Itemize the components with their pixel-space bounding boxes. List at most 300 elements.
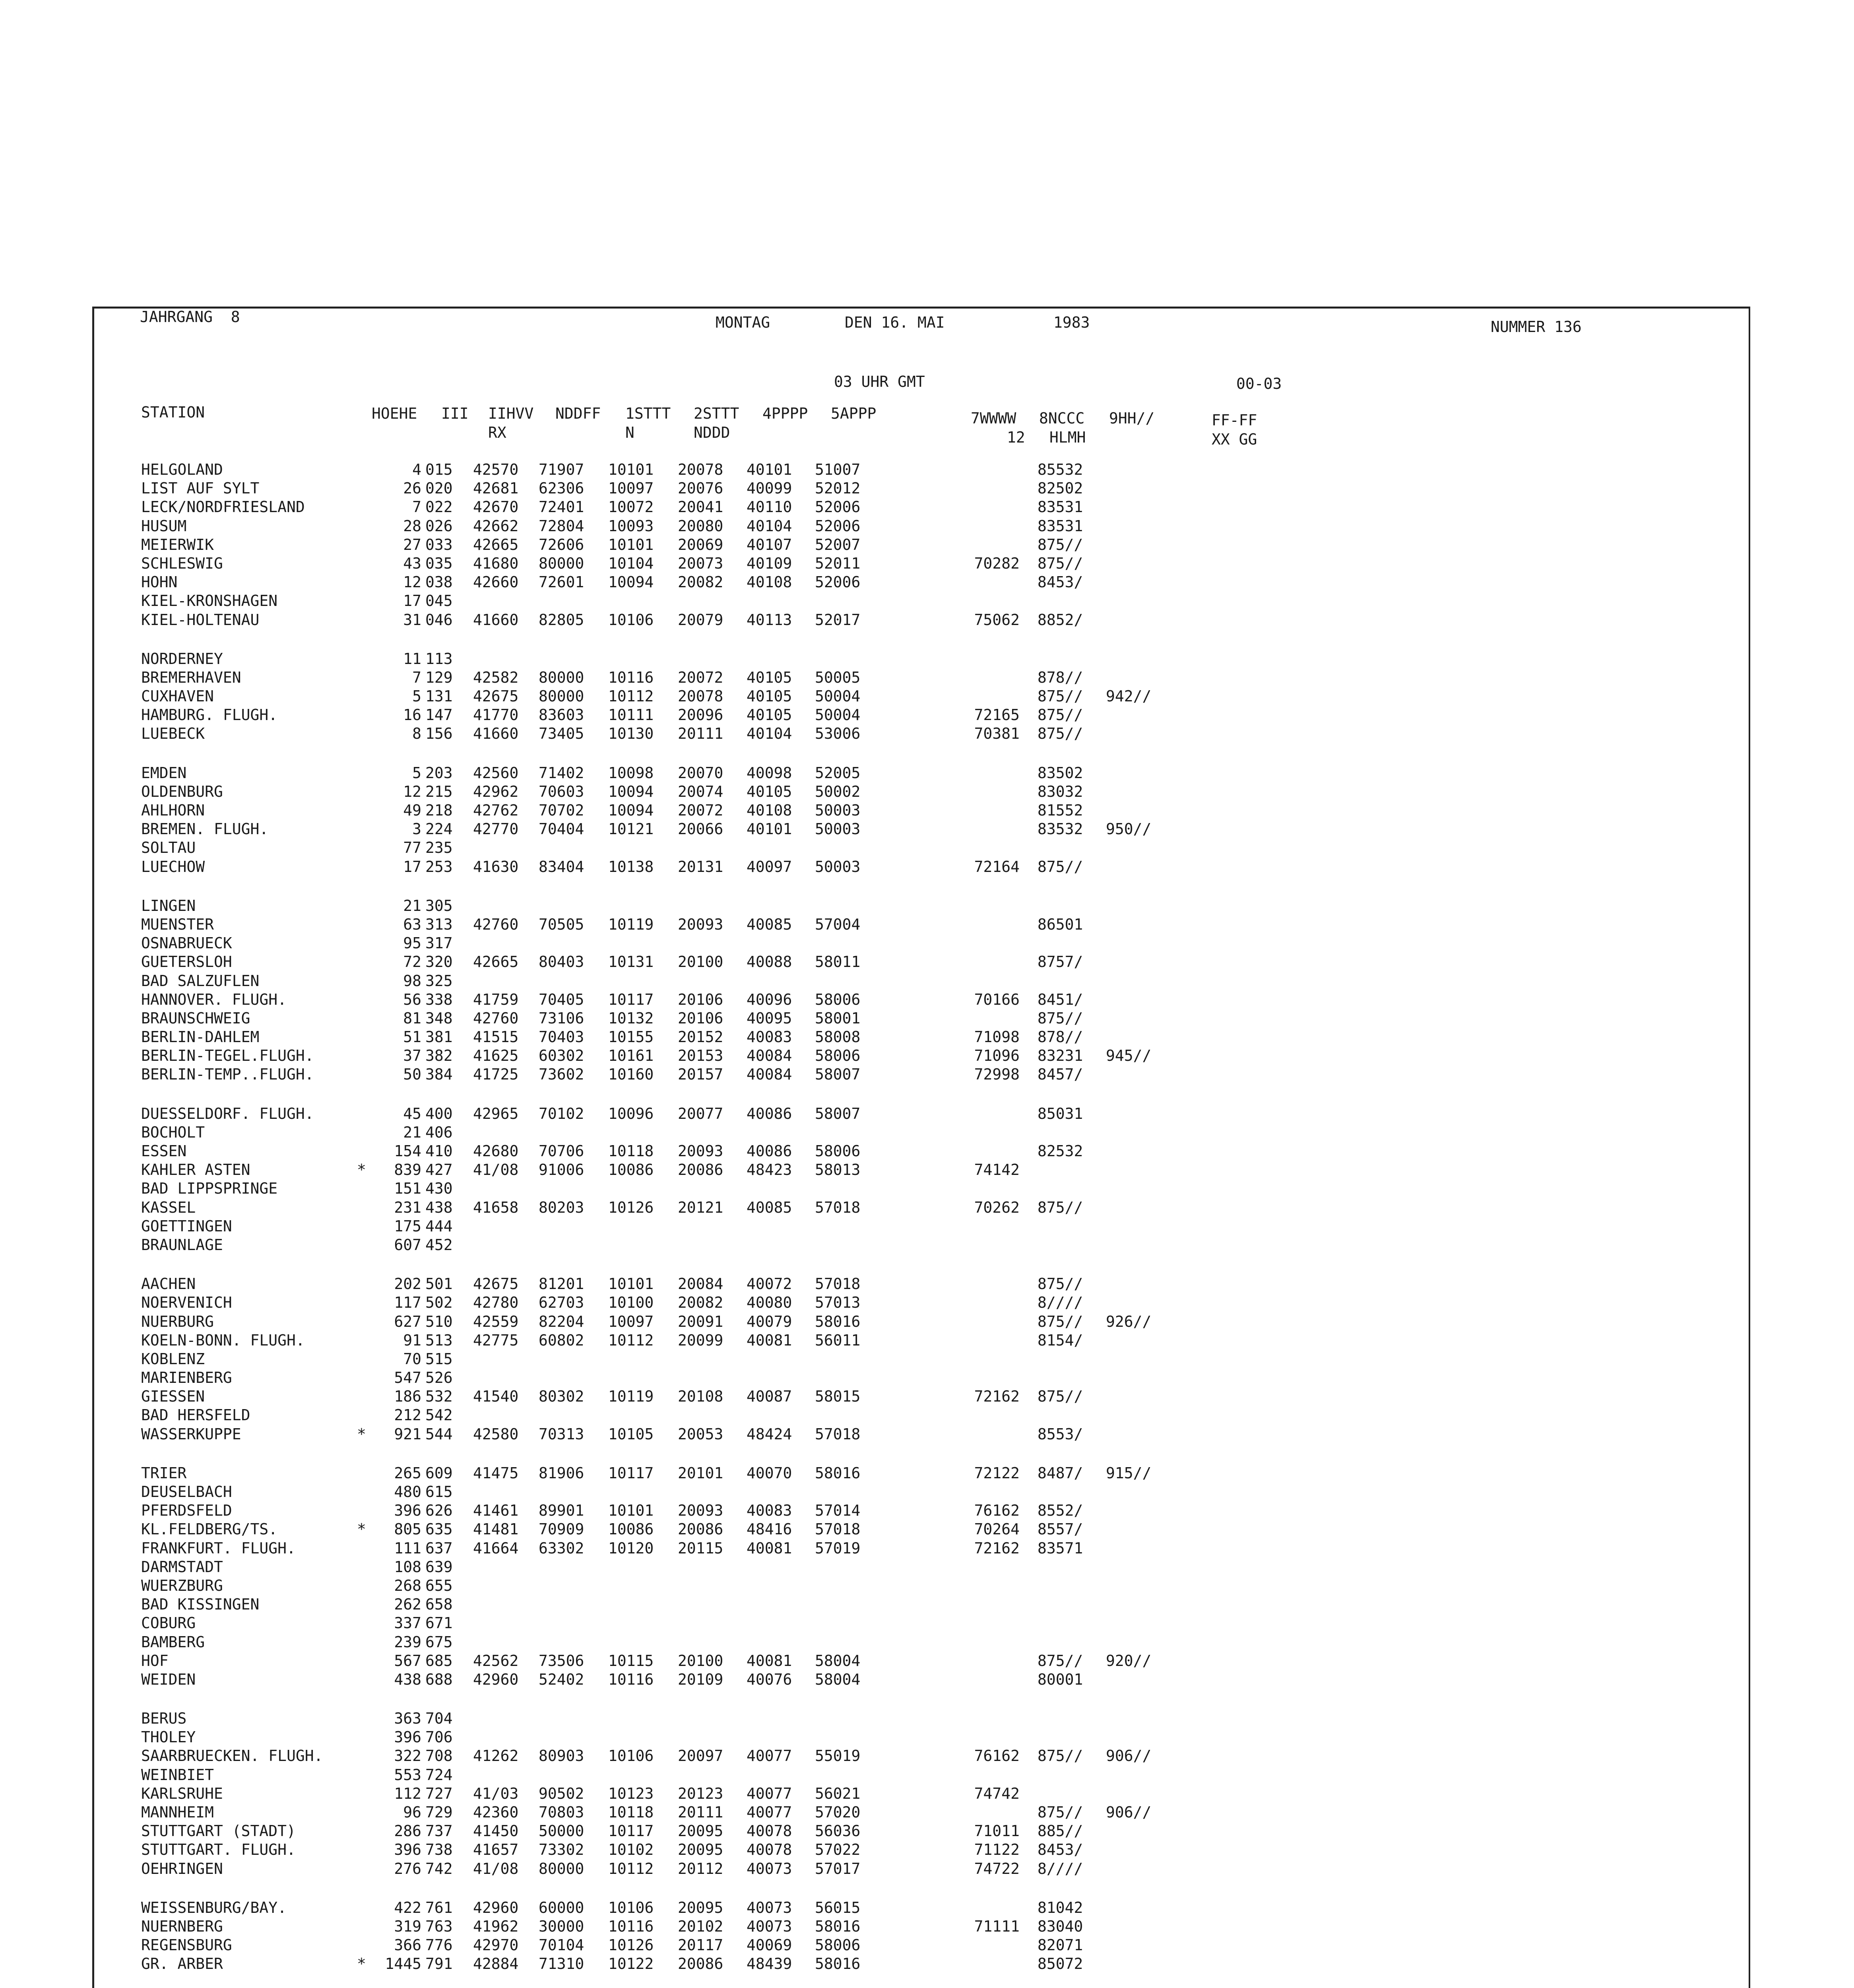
cell-station-name: WASSERKUPPE — [141, 1425, 241, 1443]
group-gap — [368, 1444, 421, 1464]
cell-wwww: 70166 — [974, 990, 1020, 1008]
column-nddff — [539, 460, 600, 1988]
cell-station-id: 655 — [425, 1576, 453, 1594]
cell-wwww — [946, 1670, 1020, 1689]
cell-sttt-1 — [608, 1123, 670, 1142]
cell-iihvv: 42560 — [473, 764, 519, 782]
cell-pppp: 40105 — [747, 687, 792, 705]
cell-pppp — [747, 1369, 808, 1387]
cell-ff-gg — [1189, 1406, 1264, 1425]
cell-ff-gg — [1189, 1046, 1264, 1065]
cell-hh — [1106, 1822, 1169, 1840]
cell-nddff: 82805 — [539, 611, 584, 629]
column-9hh: 9HH// — [1109, 410, 1155, 427]
cell-ff-gg — [1189, 1275, 1264, 1293]
cell-iihvv: 42760 — [473, 915, 519, 933]
cell-station-id: 513 — [425, 1331, 453, 1349]
cell-elevation: 396 — [394, 1502, 421, 1520]
cell-appp: 57014 — [815, 1502, 861, 1520]
cell-station-name: KIEL-KRONSHAGEN — [141, 592, 278, 610]
cell-sttt-1: 10100 — [608, 1294, 654, 1312]
cell-pppp: 40070 — [747, 1464, 792, 1482]
cell-iihvv — [473, 934, 535, 953]
cell-elevation: 37 — [403, 1047, 421, 1065]
cell-iihvv — [473, 1236, 535, 1254]
cell-elevation: 553 — [394, 1766, 421, 1784]
cell-iihvv: 41770 — [473, 706, 519, 724]
cell-pppp: 40086 — [747, 1105, 792, 1122]
cell-station-id: 542 — [425, 1406, 453, 1424]
cell-station-name: PFERDSFELD — [141, 1502, 232, 1520]
cell-wwww — [946, 1179, 1020, 1198]
cell-hh — [1106, 611, 1169, 629]
cell-elevation: 112 — [394, 1784, 421, 1802]
cell-sttt-1 — [608, 650, 670, 668]
cell-nddff: 70403 — [539, 1028, 584, 1046]
cell-nccc: 82532 — [1038, 1142, 1083, 1160]
cell-station-id: 406 — [425, 1123, 453, 1141]
cell-hh — [1106, 915, 1169, 934]
cell-pppp: 48439 — [747, 1955, 792, 1973]
cell-iihvv: 42675 — [473, 1275, 519, 1293]
cell-pppp — [747, 1406, 808, 1425]
cell-hh — [1106, 764, 1169, 782]
cell-ff-gg — [1189, 1009, 1264, 1028]
cell-ff-gg — [1189, 1614, 1264, 1633]
cell-nccc — [1038, 1595, 1101, 1614]
group-gap — [1106, 1878, 1169, 1899]
group-gap — [425, 1974, 465, 1988]
group-gap — [946, 744, 1020, 764]
cell-appp — [815, 1576, 877, 1595]
cell-hh: 926// — [1106, 1312, 1152, 1330]
cell-sttt-2: 20086 — [678, 1520, 723, 1538]
cell-iihvv: 42965 — [473, 1105, 519, 1122]
column-sttt-1 — [608, 460, 670, 1988]
cell-station-name: THOLEY — [141, 1728, 196, 1746]
cell-nccc: 8552/ — [1038, 1502, 1083, 1520]
column-nccc — [1038, 460, 1101, 1988]
cell-nddff: 83404 — [539, 858, 584, 876]
group-gap — [1038, 629, 1101, 650]
cell-pppp: 40101 — [747, 820, 792, 838]
group-gap — [1106, 744, 1169, 764]
cell-ff-gg — [1189, 1747, 1264, 1765]
group-gap — [141, 1878, 356, 1899]
group-gap — [1106, 1084, 1169, 1105]
cell-iihvv: 42960 — [473, 1899, 519, 1916]
group-gap — [1038, 1254, 1101, 1275]
cell-nddff: 90502 — [539, 1784, 584, 1802]
cell-station-id: 626 — [425, 1502, 453, 1520]
cell-wwww — [946, 1350, 1020, 1369]
cell-wwww — [946, 668, 1020, 687]
cell-appp — [815, 1350, 877, 1369]
cell-pppp — [747, 934, 808, 953]
group-gap — [747, 1689, 808, 1709]
cell-iihvv: 42582 — [473, 668, 519, 686]
cell-ff-gg — [1189, 498, 1264, 516]
cell-appp: 58006 — [815, 1047, 861, 1065]
cell-pppp: 40080 — [747, 1294, 792, 1312]
group-gap — [1189, 744, 1264, 764]
cell-station-id: 724 — [425, 1766, 453, 1784]
column-ff-ff-sub: XX GG — [1212, 431, 1257, 448]
cell-iihvv — [473, 1350, 535, 1369]
cell-wwww — [946, 801, 1020, 820]
cell-sttt-2 — [678, 1369, 739, 1387]
cell-station-id: 738 — [425, 1841, 453, 1859]
cell-nccc: 875// — [1038, 1275, 1083, 1293]
cell-appp: 58006 — [815, 990, 861, 1008]
cell-iihvv: 42580 — [473, 1425, 519, 1443]
cell-nddff: 72401 — [539, 498, 584, 516]
cell-sttt-2 — [678, 1766, 739, 1784]
cell-ff-gg — [1189, 1293, 1264, 1312]
group-gap — [425, 629, 465, 650]
cell-ff-gg — [1189, 897, 1264, 915]
cell-hh — [1106, 858, 1169, 876]
cell-appp: 58013 — [815, 1161, 861, 1179]
group-gap — [815, 1878, 877, 1899]
cell-wwww — [946, 1236, 1020, 1254]
cell-pppp: 48416 — [747, 1520, 792, 1538]
cell-appp: 50004 — [815, 687, 861, 705]
cell-nccc: 8453/ — [1038, 1841, 1083, 1859]
cell-appp: 53006 — [815, 725, 861, 743]
cell-station-id: 215 — [425, 782, 453, 800]
cell-station-name: FRANKFURT. FLUGH. — [141, 1539, 296, 1557]
cell-appp: 52011 — [815, 554, 861, 572]
cell-hh — [1106, 650, 1169, 668]
cell-station-name: SAARBRUECKEN. FLUGH. — [141, 1747, 323, 1765]
cell-elevation: 28 — [403, 517, 421, 535]
cell-wwww — [946, 1293, 1020, 1312]
cell-nddff: 70404 — [539, 820, 584, 838]
group-gap — [539, 1689, 600, 1709]
cell-station-id: 704 — [425, 1710, 453, 1728]
cell-appp: 56021 — [815, 1784, 861, 1802]
cell-station-id: 615 — [425, 1483, 453, 1501]
cell-nccc: 875// — [1038, 1652, 1083, 1670]
cell-nddff — [539, 1633, 600, 1652]
cell-sttt-1: 10115 — [608, 1652, 654, 1670]
cell-pppp — [747, 1633, 808, 1652]
cell-station-name: KOELN-BONN. FLUGH. — [141, 1331, 305, 1349]
cell-appp: 50005 — [815, 668, 861, 686]
cell-pppp: 40088 — [747, 953, 792, 971]
cell-sttt-2: 20108 — [678, 1388, 723, 1406]
cell-station-name: BAD SALZUFLEN — [141, 972, 260, 990]
cell-nddff — [539, 1350, 600, 1369]
cell-elevation: 21 — [403, 897, 421, 914]
cell-nccc: 875// — [1038, 1388, 1083, 1406]
cell-wwww — [946, 1009, 1020, 1028]
cell-station-id: 763 — [425, 1917, 453, 1935]
group-gap — [1038, 1689, 1101, 1709]
cell-sttt-2: 20082 — [678, 573, 723, 591]
cell-sttt-2: 20074 — [678, 782, 723, 800]
cell-sttt-1: 10121 — [608, 820, 654, 838]
cell-nddff — [539, 972, 600, 990]
cell-sttt-2 — [678, 1217, 739, 1236]
cell-station-name: BAMBERG — [141, 1633, 205, 1651]
cell-elevation: 72 — [403, 953, 421, 971]
group-gap — [539, 876, 600, 897]
cell-pppp: 40073 — [747, 1917, 792, 1935]
cell-appp — [815, 1483, 877, 1501]
cell-iihvv: 41450 — [473, 1822, 519, 1840]
cell-station-name: OSNABRUECK — [141, 934, 232, 952]
cell-pppp — [747, 1709, 808, 1728]
group-gap — [747, 1878, 808, 1899]
cell-nccc — [1038, 1161, 1101, 1179]
cell-sttt-1 — [608, 1558, 670, 1576]
cell-nccc — [1038, 1236, 1101, 1254]
cell-wwww — [946, 517, 1020, 536]
cell-sttt-1: 10118 — [608, 1804, 654, 1821]
cell-hh — [1106, 1009, 1169, 1028]
cell-nccc: 875// — [1038, 1804, 1083, 1821]
group-gap — [141, 629, 356, 650]
cell-iihvv: 42770 — [473, 820, 519, 838]
cell-pppp: 40077 — [747, 1747, 792, 1765]
cell-sttt-2 — [678, 1483, 739, 1501]
cell-ff-gg — [1189, 1198, 1264, 1217]
cell-sttt-2: 20097 — [678, 1747, 723, 1765]
cell-nddff: 70702 — [539, 802, 584, 819]
cell-sttt-1: 10117 — [608, 990, 654, 1008]
cell-iihvv: 41540 — [473, 1388, 519, 1406]
cell-sttt-2: 20100 — [678, 1652, 723, 1670]
group-gap — [608, 1084, 670, 1105]
cell-nccc: 83571 — [1038, 1539, 1083, 1557]
cell-nddff — [539, 1179, 600, 1198]
cell-appp — [815, 1558, 877, 1576]
cell-ff-gg — [1189, 517, 1264, 536]
cell-wwww — [946, 1558, 1020, 1576]
cell-station-id: 708 — [425, 1747, 453, 1765]
cell-nddff: 62703 — [539, 1294, 584, 1312]
column-hh — [1106, 460, 1169, 1988]
cell-station-id: 218 — [425, 802, 453, 819]
cell-wwww: 71011 — [974, 1822, 1020, 1840]
group-gap — [425, 1254, 465, 1275]
cell-nddff: 72804 — [539, 517, 584, 535]
group-gap — [608, 744, 670, 764]
cell-nccc — [1038, 1406, 1101, 1425]
cell-sttt-2: 20100 — [678, 953, 723, 971]
cell-station-id: 026 — [425, 517, 453, 535]
cell-sttt-2: 20096 — [678, 706, 723, 724]
cell-wwww: 72162 — [974, 1388, 1020, 1406]
cell-station-name: HELGOLAND — [141, 461, 223, 478]
cell-sttt-1 — [608, 592, 670, 610]
cell-pppp: 40099 — [747, 480, 792, 497]
cell-station-id: 430 — [425, 1180, 453, 1198]
cell-elevation: 567 — [394, 1652, 421, 1670]
cell-sttt-1: 10086 — [608, 1161, 654, 1179]
cell-ff-gg — [1189, 536, 1264, 554]
cell-sttt-2 — [678, 1595, 739, 1614]
cell-sttt-1 — [608, 1236, 670, 1254]
cell-nddff — [539, 1576, 600, 1595]
group-gap — [473, 1444, 535, 1464]
cell-hh — [1106, 668, 1169, 687]
cell-station-id: 729 — [425, 1804, 453, 1821]
group-gap — [1038, 876, 1101, 897]
cell-ff-gg — [1189, 1576, 1264, 1595]
cell-sttt-2 — [678, 1576, 739, 1595]
cell-nccc — [1038, 1709, 1101, 1728]
cell-iihvv: 41/08 — [473, 1860, 519, 1877]
cell-hh — [1106, 1105, 1169, 1123]
cell-nddff: 73106 — [539, 1009, 584, 1027]
cell-station-name: LUEBECK — [141, 725, 205, 743]
cell-pppp: 40073 — [747, 1860, 792, 1877]
cell-hh: 906// — [1106, 1747, 1152, 1765]
cell-pppp: 40083 — [747, 1502, 792, 1520]
group-gap — [678, 1974, 739, 1988]
cell-wwww — [946, 1614, 1020, 1633]
cell-appp — [815, 897, 877, 915]
cell-wwww — [946, 1728, 1020, 1747]
year: 1983 — [1053, 314, 1090, 331]
column-1sttt-sub: N — [625, 424, 634, 441]
cell-pppp — [747, 1350, 808, 1369]
cell-station-id: 671 — [425, 1614, 453, 1632]
cell-iihvv: 42559 — [473, 1312, 519, 1330]
cell-sttt-2: 20086 — [678, 1955, 723, 1973]
cell-ff-gg — [1189, 1236, 1264, 1254]
cell-iihvv: 42662 — [473, 517, 519, 535]
cell-nccc: 875// — [1038, 1198, 1083, 1216]
cell-station-name: STUTTGART (STADT) — [141, 1822, 296, 1840]
group-gap — [747, 1444, 808, 1464]
cell-station-name: BREMEN. FLUGH. — [141, 820, 269, 838]
cell-sttt-2: 20099 — [678, 1331, 723, 1349]
cell-appp: 58007 — [815, 1105, 861, 1122]
cell-sttt-2: 20152 — [678, 1028, 723, 1046]
cell-nddff: 80403 — [539, 953, 584, 971]
cell-nddff — [539, 1766, 600, 1784]
column-iihvv: IIHVV — [488, 405, 534, 422]
cell-nddff: 70803 — [539, 1804, 584, 1821]
cell-sttt-2: 20101 — [678, 1464, 723, 1482]
cell-sttt-2: 20111 — [678, 1804, 723, 1821]
cell-nccc: 8852/ — [1038, 611, 1083, 629]
cell-hh — [1106, 1236, 1169, 1254]
cell-iihvv: 42665 — [473, 536, 519, 553]
cell-iihvv: 42962 — [473, 782, 519, 800]
cell-station-name: BREMERHAVEN — [141, 668, 241, 686]
cell-ff-gg — [1189, 1217, 1264, 1236]
cell-wwww: 72162 — [974, 1539, 1020, 1557]
cell-hh — [1106, 953, 1169, 971]
cell-sttt-2: 20121 — [678, 1198, 723, 1216]
cell-appp: 58016 — [815, 1312, 861, 1330]
cell-pppp: 40084 — [747, 1066, 792, 1083]
cell-wwww — [946, 915, 1020, 934]
cell-hh — [1106, 1161, 1169, 1179]
cell-elevation: 77 — [403, 839, 421, 857]
cell-sttt-1 — [608, 1709, 670, 1728]
cell-ff-gg — [1189, 1312, 1264, 1331]
group-gap — [473, 876, 535, 897]
cell-wwww — [946, 1936, 1020, 1955]
group-gap — [368, 1084, 421, 1105]
cell-nddff: 73602 — [539, 1066, 584, 1083]
cell-ff-gg — [1189, 1728, 1264, 1747]
cell-nddff: 60000 — [539, 1899, 584, 1916]
cell-wwww — [946, 1425, 1020, 1444]
cell-nddff — [539, 1236, 600, 1254]
cell-nddff: 70909 — [539, 1520, 584, 1538]
cell-sttt-2: 20106 — [678, 1009, 723, 1027]
cell-ff-gg — [1189, 1595, 1264, 1614]
column-iii: III — [441, 405, 469, 422]
cell-station-id: 685 — [425, 1652, 453, 1670]
cell-pppp: 40076 — [747, 1670, 792, 1688]
cell-station-id: 727 — [425, 1784, 453, 1802]
cell-ff-gg — [1189, 706, 1264, 724]
cell-station-id: 776 — [425, 1936, 453, 1954]
cell-station-name: OLDENBURG — [141, 782, 223, 800]
cell-sttt-2: 20079 — [678, 611, 723, 629]
cell-ff-gg — [1189, 611, 1264, 629]
cell-nccc: 8757/ — [1038, 953, 1083, 971]
cell-station-id: 203 — [425, 764, 453, 782]
group-gap — [368, 744, 421, 764]
cell-wwww — [946, 1483, 1020, 1501]
group-gap — [425, 744, 465, 764]
cell-pppp — [747, 592, 808, 610]
cell-sttt-2: 20109 — [678, 1670, 723, 1688]
group-gap — [815, 1254, 877, 1275]
cell-nccc: 82502 — [1038, 480, 1083, 497]
cell-appp: 56036 — [815, 1822, 861, 1840]
cell-ff-gg — [1189, 990, 1264, 1009]
column-1sttt: 1STTT — [625, 405, 671, 422]
group-gap — [608, 876, 670, 897]
cell-elevation: 98 — [403, 972, 421, 990]
cell-station-id: 015 — [425, 461, 453, 478]
cell-iihvv — [473, 1709, 535, 1728]
cell-ff-gg — [1189, 972, 1264, 990]
cell-appp: 58004 — [815, 1670, 861, 1688]
cell-appp: 58007 — [815, 1066, 861, 1083]
cell-ff-gg — [1189, 1633, 1264, 1652]
group-gap — [539, 1974, 600, 1988]
column-iihvv-sub: RX — [488, 424, 506, 441]
group-gap — [946, 1689, 1020, 1709]
cell-station-name: MARIENBERG — [141, 1369, 232, 1387]
cell-appp: 57018 — [815, 1520, 861, 1538]
column-station-name — [141, 460, 356, 1988]
cell-elevation: 231 — [394, 1198, 421, 1216]
cell-wwww — [946, 1312, 1020, 1331]
cell-ff-gg — [1189, 1860, 1264, 1878]
cell-hh — [1106, 479, 1169, 498]
group-gap — [1038, 1974, 1101, 1988]
group-gap — [678, 1084, 739, 1105]
cell-elevation: 17 — [403, 592, 421, 610]
cell-sttt-1: 10101 — [608, 536, 654, 553]
group-gap — [539, 1444, 600, 1464]
cell-station-id: 761 — [425, 1899, 453, 1916]
cell-ff-gg — [1189, 1425, 1264, 1444]
cell-nccc: 85532 — [1038, 461, 1083, 478]
